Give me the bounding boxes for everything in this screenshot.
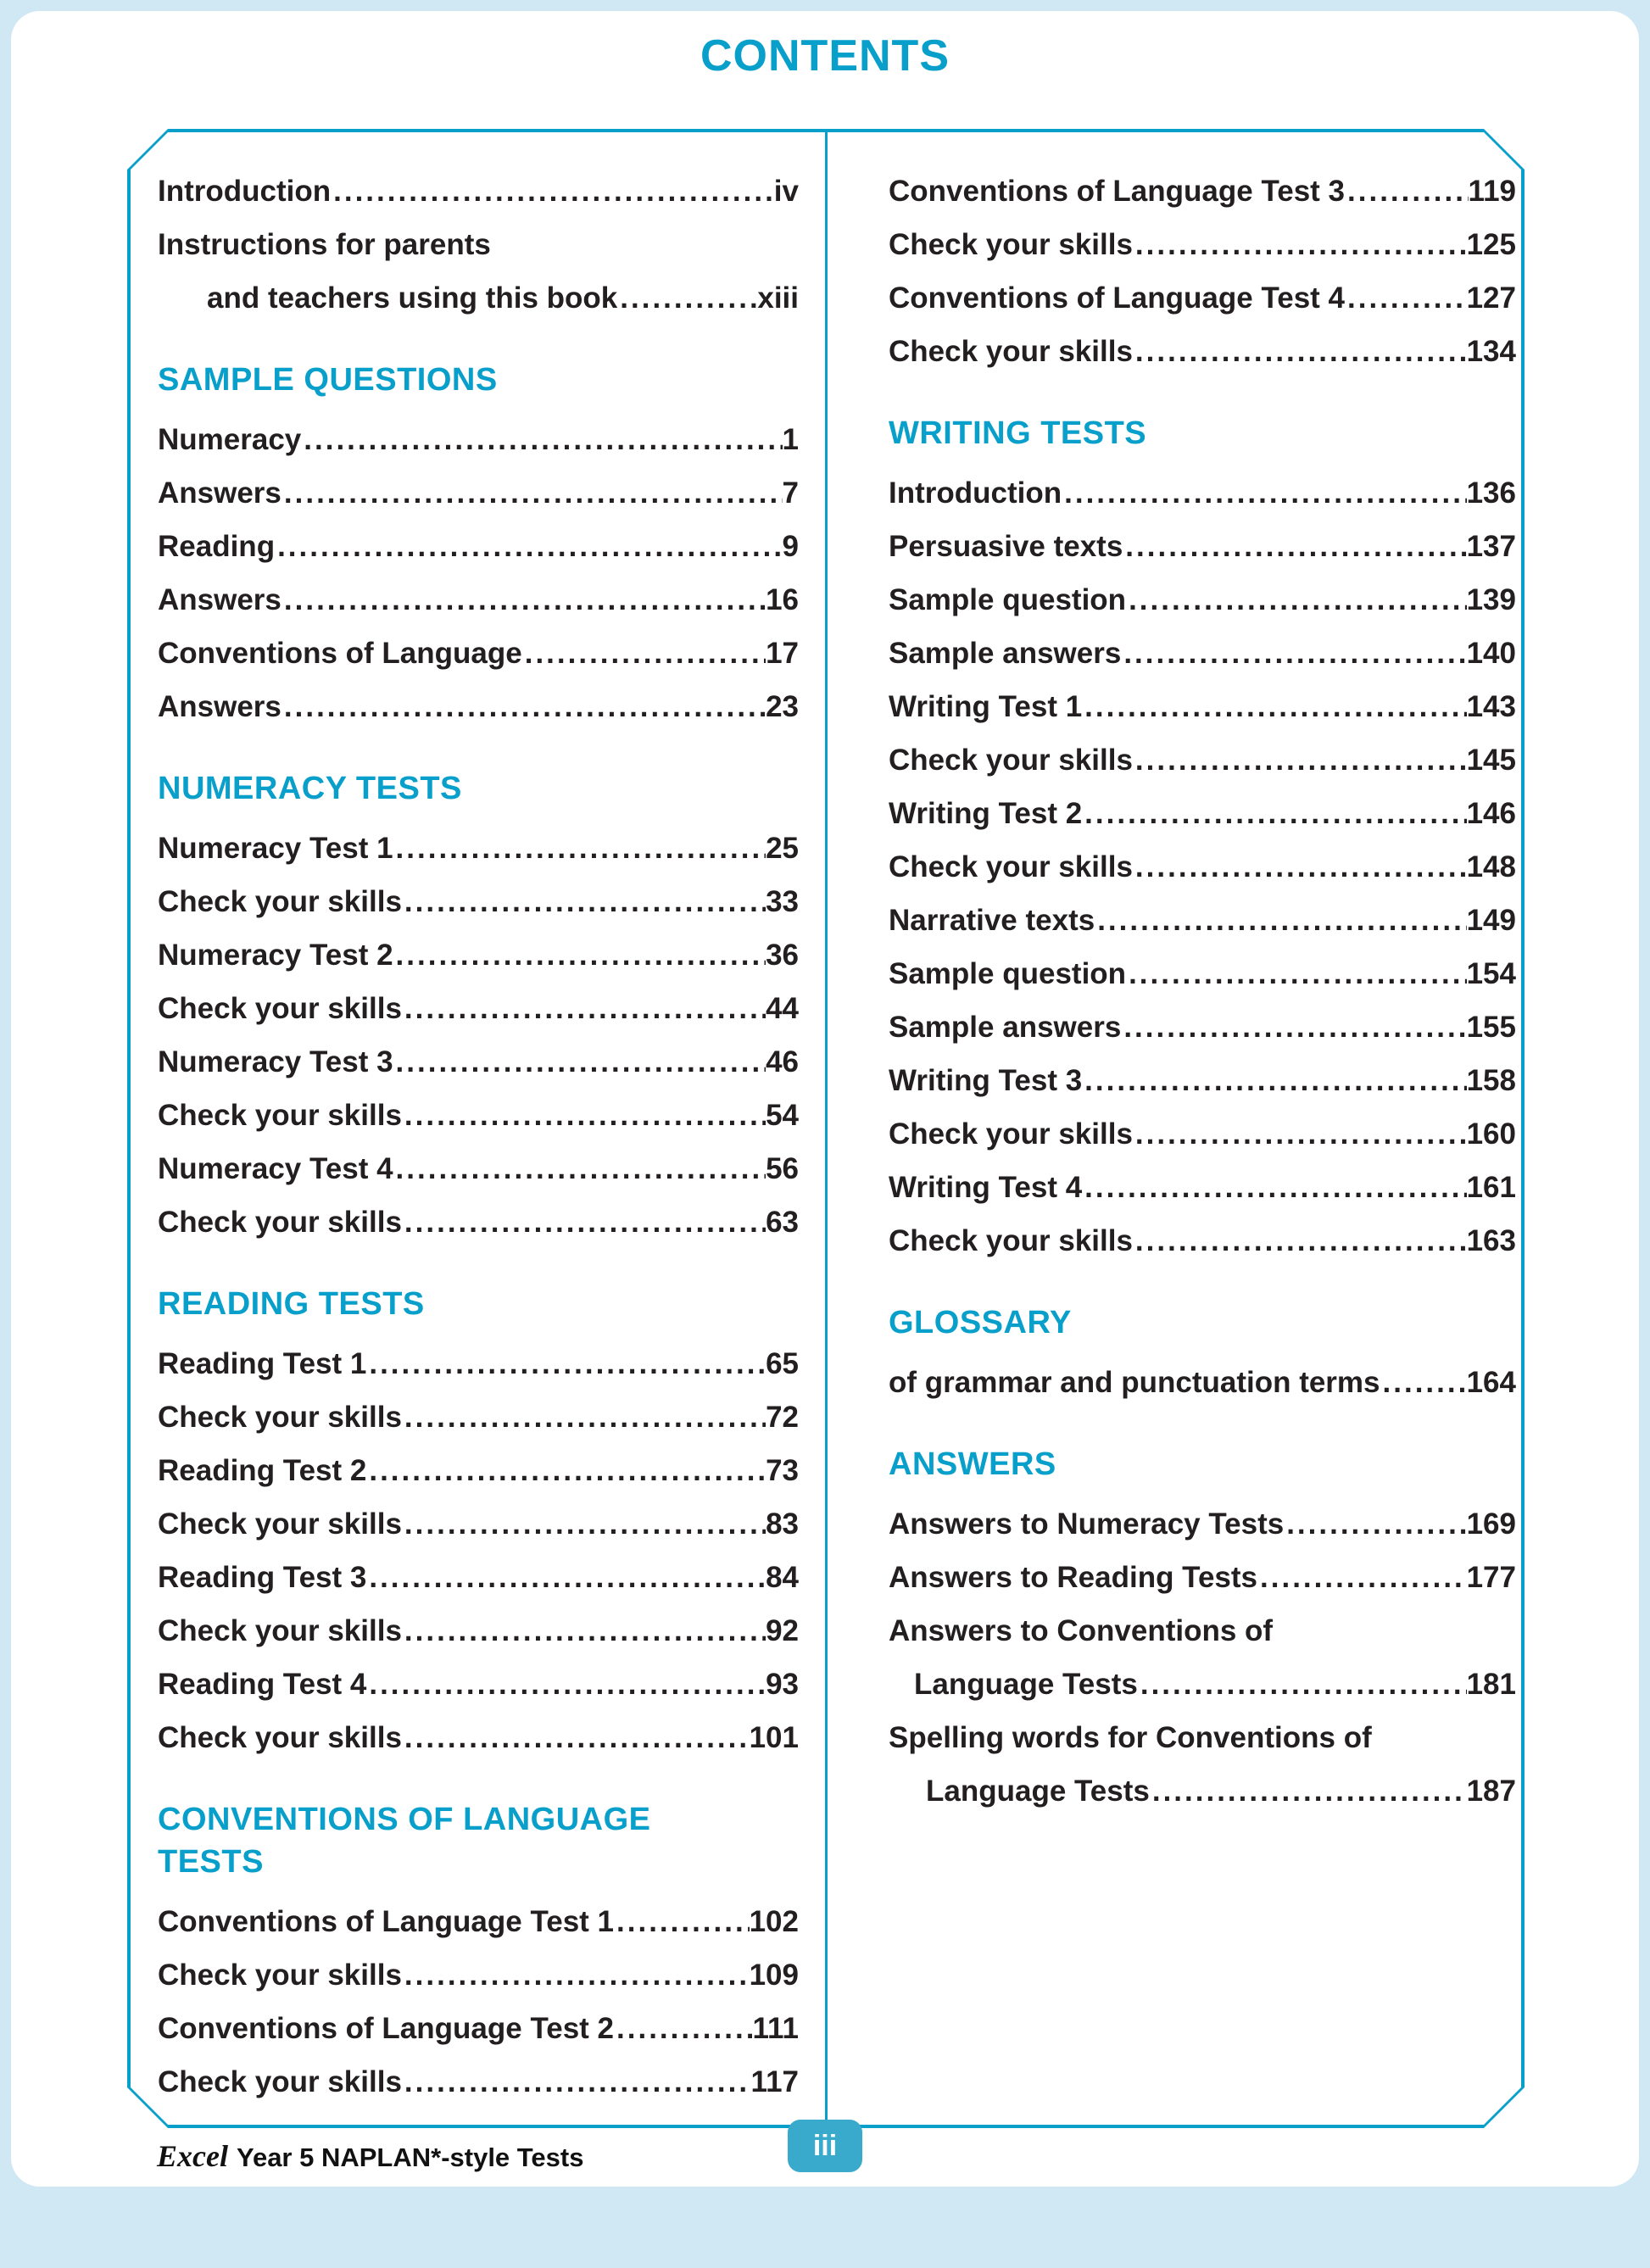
toc-entry	[889, 271, 1516, 325]
toc-entry-page: 93	[766, 1668, 799, 1701]
section-heading: SAMPLE QUESTIONS	[158, 362, 498, 398]
toc-entry-page: 154	[1466, 957, 1516, 990]
dot-leader	[614, 1895, 750, 1948]
toc-entry	[158, 1444, 799, 1497]
toc-entry	[158, 271, 799, 325]
dot-leader	[366, 1337, 766, 1390]
toc-entry-label: Language Tests	[926, 1775, 1150, 1808]
toc-section	[158, 1283, 799, 1764]
dot-leader	[402, 1604, 766, 1658]
dot-leader	[282, 573, 766, 627]
toc-entry-page: 56	[766, 1152, 799, 1185]
toc-entry-label: Reading Test 4	[158, 1668, 367, 1701]
toc-entry-page: 23	[766, 690, 799, 723]
toc-entry-page: 145	[1466, 744, 1516, 777]
toc-entry-label: Conventions of Language Test 2	[158, 2012, 615, 2045]
toc-entry-page: 65	[766, 1347, 799, 1380]
dot-leader	[1345, 164, 1469, 218]
dot-leader	[614, 2002, 752, 2055]
toc-entry-page: 33	[766, 885, 799, 918]
toc-entry	[889, 1107, 1516, 1161]
toc-section	[889, 1443, 1516, 1818]
toc-entry-label: Check your skills	[158, 1401, 402, 1434]
dot-leader	[275, 520, 782, 573]
toc-entry	[158, 1658, 799, 1711]
dot-leader	[1082, 1054, 1466, 1107]
toc-section	[889, 1301, 1516, 1409]
toc-entry	[158, 627, 799, 680]
toc-column-right	[889, 164, 1516, 1818]
toc-entry-page: 148	[1466, 850, 1516, 883]
dot-leader	[1133, 218, 1467, 271]
section-heading: NUMERACY TESTS	[158, 771, 462, 806]
dot-leader	[1257, 1551, 1467, 1604]
toc-entry-page: 46	[766, 1045, 799, 1078]
toc-entry	[889, 1764, 1516, 1818]
toc-entry-label: Writing Test 3	[889, 1064, 1083, 1097]
toc-entry	[889, 680, 1516, 733]
toc-entry-page: 84	[766, 1561, 799, 1594]
toc-box	[127, 129, 1525, 2128]
toc-entry-page: 1	[782, 423, 799, 456]
toc-entry-label: Numeracy Test 2	[158, 939, 393, 972]
toc-entry-page: 187	[1466, 1775, 1516, 1808]
toc-entry-page: 101	[749, 1721, 799, 1754]
toc-entry-page: 44	[766, 992, 799, 1025]
section-heading: READING TESTS	[158, 1286, 425, 1322]
dot-leader	[1082, 680, 1466, 733]
dot-leader	[1138, 1658, 1467, 1711]
dot-leader	[301, 413, 782, 466]
section-heading: ANSWERS	[889, 1446, 1056, 1482]
dot-leader	[402, 1948, 750, 2002]
section-heading: GLOSSARY	[889, 1305, 1072, 1340]
toc-entry-page: 125	[1466, 228, 1516, 261]
toc-entry-label: Check your skills	[889, 335, 1133, 368]
toc-entry	[158, 1497, 799, 1551]
toc-entry-label: Check your skills	[158, 1959, 402, 1992]
toc-entry	[889, 573, 1516, 627]
toc-entry	[889, 787, 1516, 840]
dot-leader	[393, 1035, 766, 1089]
toc-entry-label: Writing Test 1	[889, 690, 1083, 723]
toc-entry	[889, 164, 1516, 218]
toc-entry-label: Check your skills	[158, 1614, 402, 1647]
toc-entry-page: 102	[749, 1905, 799, 1938]
dot-leader	[393, 1142, 766, 1195]
dot-leader	[366, 1551, 766, 1604]
toc-entry-label: Check your skills	[158, 885, 402, 918]
toc-entry	[889, 1161, 1516, 1214]
toc-entry-page: 164	[1466, 1366, 1516, 1399]
toc-entry	[158, 1089, 799, 1142]
dot-leader	[1082, 787, 1466, 840]
toc-entry	[889, 1356, 1516, 1409]
toc-entry-label: Numeracy Test 3	[158, 1045, 393, 1078]
toc-entry	[158, 164, 799, 218]
footer	[157, 2138, 583, 2174]
toc-entry	[158, 466, 799, 520]
toc-entry	[889, 840, 1516, 894]
toc-entry	[158, 928, 799, 982]
toc-entry-label: Check your skills	[158, 1721, 402, 1754]
toc-entry-label: Check your skills	[158, 1206, 402, 1239]
toc-entry-page: 92	[766, 1614, 799, 1647]
toc-entry-label: Conventions of Language	[158, 637, 522, 670]
toc-entry-label: Sample question	[889, 957, 1127, 990]
toc-entry-label: Writing Test 4	[889, 1171, 1083, 1204]
dot-leader	[1126, 573, 1467, 627]
dot-leader	[402, 1497, 766, 1551]
dot-leader	[1150, 1764, 1467, 1818]
toc-entry-page: iv	[773, 175, 799, 208]
toc-entry	[158, 1035, 799, 1089]
toc-entry	[158, 2055, 799, 2109]
section-heading: WRITING TESTS	[889, 415, 1147, 451]
dot-leader	[402, 1390, 766, 1444]
toc-section	[889, 164, 1516, 378]
toc-entry	[889, 947, 1516, 1000]
toc-entry-label: and teachers using this book	[207, 281, 618, 315]
toc-entry-page: 119	[1468, 175, 1516, 208]
dot-leader	[402, 875, 766, 928]
toc-entry-label: Introduction	[158, 175, 332, 208]
toc-entry-page: 83	[766, 1507, 799, 1541]
toc-entry-label: Answers to Reading Tests	[889, 1561, 1258, 1594]
dot-leader	[1133, 325, 1467, 378]
page-title: CONTENTS	[700, 31, 950, 81]
toc-entry-page: 63	[766, 1206, 799, 1239]
toc-entry	[158, 413, 799, 466]
toc-entry	[158, 680, 799, 733]
toc-entry	[158, 982, 799, 1035]
toc-entry-page: 181	[1466, 1668, 1516, 1701]
toc-entry	[889, 325, 1516, 378]
toc-entry-label: Sample answers	[889, 637, 1122, 670]
toc-entry-page: 127	[1466, 281, 1516, 315]
toc-entry-label: Answers	[158, 476, 282, 510]
dot-leader	[1133, 1214, 1467, 1268]
toc-entry-first-line: Instructions for parents	[158, 228, 491, 261]
footer-series: Year 5 NAPLAN*-style Tests	[236, 2143, 584, 2172]
footer-brand: Excel	[157, 2139, 228, 2173]
toc-entry	[158, 520, 799, 573]
toc-section	[158, 164, 799, 325]
toc-entry-page: 139	[1466, 583, 1516, 616]
toc-entry-page: xiii	[757, 281, 799, 315]
toc-section	[158, 767, 799, 1249]
dot-leader	[402, 1195, 766, 1249]
dot-leader	[1123, 520, 1466, 573]
toc-entry	[158, 1948, 799, 2002]
dot-leader	[522, 627, 766, 680]
toc-entry-page: 54	[766, 1099, 799, 1132]
toc-entry-page: 109	[749, 1959, 799, 1992]
toc-entry-page: 158	[1466, 1064, 1516, 1097]
dot-leader	[1095, 894, 1466, 947]
toc-entry-page: 146	[1466, 797, 1516, 830]
toc-entry-label: Sample question	[889, 583, 1127, 616]
toc-entry-page: 140	[1466, 637, 1516, 670]
toc-entry-first-line: Spelling words for Conventions of	[889, 1721, 1372, 1754]
toc-entry	[158, 1551, 799, 1604]
toc-entry-page: 111	[752, 2012, 799, 2045]
toc-entry	[889, 1214, 1516, 1268]
toc-section	[158, 359, 799, 733]
toc-entry-label: Check your skills	[889, 228, 1133, 261]
toc-entry-label: Check your skills	[889, 744, 1133, 777]
toc-entry-page: 169	[1466, 1507, 1516, 1541]
toc-entry-label: Check your skills	[889, 1224, 1133, 1257]
dot-leader	[402, 2055, 751, 2109]
toc-entry-page: 177	[1466, 1561, 1516, 1594]
toc-entry-label: Numeracy Test 4	[158, 1152, 393, 1185]
toc-entry-label: Language Tests	[914, 1668, 1138, 1701]
toc-entry-page: 134	[1466, 335, 1516, 368]
dot-leader	[402, 1089, 766, 1142]
toc-entry-label: Conventions of Language Test 4	[889, 281, 1346, 315]
toc-entry	[158, 1604, 799, 1658]
toc-entry-page: 72	[766, 1401, 799, 1434]
dot-leader	[1380, 1356, 1467, 1409]
toc-entry-label: Answers	[158, 583, 282, 616]
toc-entry-label: Reading Test 2	[158, 1454, 367, 1487]
dot-leader	[366, 1444, 766, 1497]
toc-entry-label: Answers to Numeracy Tests	[889, 1507, 1285, 1541]
toc-entry	[158, 1337, 799, 1390]
toc-entry-label: of grammar and punctuation terms	[889, 1366, 1380, 1399]
toc-entry-first-line: Answers to Conventions of	[889, 1614, 1274, 1647]
toc-entry	[158, 822, 799, 875]
toc-entry	[158, 2002, 799, 2055]
dot-leader	[402, 1711, 750, 1764]
toc-entry-label: Check your skills	[158, 2065, 402, 2098]
dot-leader	[366, 1658, 766, 1711]
toc-entry	[158, 875, 799, 928]
dot-leader	[1126, 947, 1467, 1000]
toc-entry-label: Persuasive texts	[889, 530, 1123, 563]
toc-entry-label: Narrative texts	[889, 904, 1095, 937]
toc-entry-label: Reading Test 3	[158, 1561, 367, 1594]
toc-entry-page: 17	[766, 637, 799, 670]
toc-entry-page: 73	[766, 1454, 799, 1487]
toc-entry-label: Numeracy Test 1	[158, 832, 393, 865]
toc-entry-label: Check your skills	[158, 992, 402, 1025]
toc-entry-page: 137	[1466, 530, 1516, 563]
toc-entry-label: Writing Test 2	[889, 797, 1083, 830]
dot-leader	[393, 928, 766, 982]
toc-entry-page: 9	[782, 530, 799, 563]
dot-leader	[1121, 1000, 1466, 1054]
toc-entry	[889, 520, 1516, 573]
toc-entry	[889, 1054, 1516, 1107]
toc-entry-label: Conventions of Language Test 3	[889, 175, 1346, 208]
toc-entry-page: 25	[766, 832, 799, 865]
toc-entry-label: Check your skills	[889, 850, 1133, 883]
dot-leader	[1284, 1497, 1466, 1551]
toc-entry-label: Check your skills	[889, 1117, 1133, 1151]
toc-entry-label: Answers	[158, 690, 282, 723]
section-heading: CONVENTIONS OF LANGUAGE TESTS	[158, 1802, 651, 1880]
dot-leader	[1121, 627, 1466, 680]
toc-entry	[889, 894, 1516, 947]
toc-entry-page: 155	[1466, 1011, 1516, 1044]
toc-entry-page: 7	[782, 476, 799, 510]
dot-leader	[617, 271, 757, 325]
toc-entry-page: 16	[766, 583, 799, 616]
page-number-badge: iii	[788, 2120, 862, 2172]
toc-section	[889, 412, 1516, 1268]
toc-entry-page: 36	[766, 939, 799, 972]
dot-leader	[1062, 466, 1466, 520]
toc-entry-label: Check your skills	[158, 1099, 402, 1132]
dot-leader	[1082, 1161, 1466, 1214]
toc-entry-page: 117	[750, 2065, 799, 2098]
toc-entry-page: 143	[1466, 690, 1516, 723]
toc-entry	[158, 1142, 799, 1195]
toc-entry	[158, 1895, 799, 1948]
toc-entry-label: Conventions of Language Test 1	[158, 1905, 615, 1938]
toc-entry	[889, 627, 1516, 680]
toc-entry	[158, 1195, 799, 1249]
toc-entry-page: 163	[1466, 1224, 1516, 1257]
toc-entry-label: Check your skills	[158, 1507, 402, 1541]
dot-leader	[1133, 733, 1467, 787]
dot-leader	[402, 982, 766, 1035]
toc-column-left	[158, 164, 799, 2109]
dot-leader	[1133, 840, 1467, 894]
toc-entry	[889, 218, 1516, 271]
dot-leader	[393, 822, 766, 875]
dot-leader	[1133, 1107, 1467, 1161]
toc-entry-page: 161	[1466, 1171, 1516, 1204]
toc-entry-label: Introduction	[889, 476, 1062, 510]
toc-entry-page: 160	[1466, 1117, 1516, 1151]
toc-entry-label: Reading Test 1	[158, 1347, 367, 1380]
toc-entry	[889, 466, 1516, 520]
toc-entry	[889, 1658, 1516, 1711]
dot-leader	[1345, 271, 1467, 325]
dot-leader	[282, 680, 766, 733]
toc-entry	[889, 1551, 1516, 1604]
column-divider	[825, 132, 828, 2125]
toc-entry-label: Numeracy	[158, 423, 302, 456]
toc-entry-page: 149	[1466, 904, 1516, 937]
dot-leader	[331, 164, 774, 218]
toc-entry	[158, 573, 799, 627]
toc-entry-label: Reading	[158, 530, 276, 563]
toc-entry	[158, 1390, 799, 1444]
toc-entry	[158, 1711, 799, 1764]
toc-entry-page: 136	[1466, 476, 1516, 510]
dot-leader	[282, 466, 783, 520]
toc-entry	[889, 1497, 1516, 1551]
toc-entry	[889, 1000, 1516, 1054]
toc-entry-label: Sample answers	[889, 1011, 1122, 1044]
toc-section	[158, 1798, 799, 2109]
toc-entry	[889, 733, 1516, 787]
